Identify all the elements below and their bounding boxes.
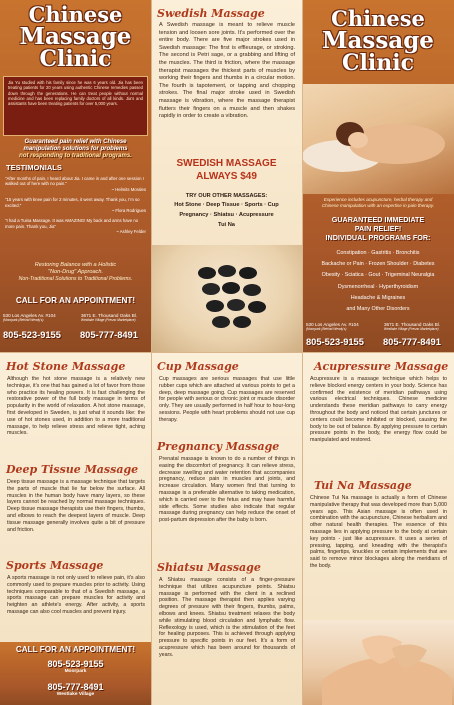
deep-tissue-heading: Deep Tissue Massage	[6, 463, 139, 476]
address-sub: (Moorpark (Behind Wendy's)	[306, 327, 347, 331]
acupressure-heading: Acupressure Massage	[314, 360, 449, 373]
brand-line-1: Chinese	[331, 6, 425, 31]
conditions-list	[302, 248, 454, 315]
others-line-3: Tui Na	[218, 222, 235, 228]
panel-bottom-left	[0, 352, 151, 705]
brand-line-3: Clinic	[39, 46, 112, 72]
phone-moorpark: 805-523-9155	[306, 337, 364, 347]
hot-stones-image	[151, 245, 302, 352]
others-line-1: Hot Stone · Deep Tissue · Sports · Cup	[174, 202, 279, 208]
acupressure-body: Acupressure is a massage technique which helps to relieve blocked energy centers in your body. Science has confirmed the existence of meridian pathways using various electrical techniques. Chinese medicine understands these meridian pathways to carry energy throughout the body and noticed that certain junctures or centers could become inhibited or blocked, causing the body to be out of balance. By applying pressure to certain pressure points in the body, the energy flow could be manipulated and restored.	[310, 376, 447, 444]
cup-heading: Cup Massage	[157, 360, 239, 373]
pregnancy-heading: Pregnancy Massage	[157, 440, 280, 453]
testimonial-author: ~ Ashley Felder	[116, 229, 146, 235]
cta-appointment: CALL FOR AN APPOINTMENT!	[15, 645, 136, 654]
brand-line-3: Clinic	[342, 50, 414, 76]
intro-box	[3, 76, 148, 136]
panel-top-left	[0, 0, 151, 352]
brand-logo	[0, 4, 151, 70]
testimonial-2	[5, 197, 146, 213]
testimonial-1	[5, 176, 146, 192]
spa-photo	[302, 84, 454, 194]
address-moorpark	[3, 313, 77, 322]
testimonial-quote: "I had a Tuina Massage. It was AMAZING! My back and arms have no more pain. Thank you, Jia"	[5, 218, 139, 229]
hot-stone-body: Although the hot stone massage is a relatively new technique, it's one that has gained a lot of favor from those who practice its healing powers. It is fast challenging the restorative power of the full body massage in terms of popularity in the world of relaxation. A hot stone massage, first developed in Sweden, is just what it sounds like: the use of hot stones used, in addition to a more traditional massage, to help relieve stress and relieve tight, aching muscles.	[7, 376, 145, 437]
panel-top-middle	[151, 0, 302, 352]
brand-line-1: Chinese	[28, 2, 123, 27]
address-westlake	[384, 322, 454, 331]
testimonial-quote: "After months of pain, I heard about Jia. I came in and after one session I walked out of here with no pain."	[5, 176, 144, 187]
guarantee-line-1: GUARANTEED IMMEDIATE	[331, 215, 425, 224]
testimonials-list	[5, 176, 146, 235]
guarantee-line-3: not responding to traditional programs.	[19, 153, 132, 159]
tagline	[302, 197, 454, 209]
condition-line: Backache or Pain · Frozen Shoulder · Diabetes	[321, 261, 435, 268]
guarantee-line-2: PAIN RELIEF!	[354, 224, 402, 233]
brand-line-2: Massage	[19, 23, 132, 50]
testimonials-heading: TESTIMONIALS	[6, 163, 62, 172]
panel-top-right	[302, 0, 454, 352]
phone-moorpark: 805-523-9155	[47, 659, 104, 669]
guarantee-line-3: INDIVIDUAL PROGRAMS FOR:	[325, 233, 431, 242]
condition-line: and Many Other Disorders	[346, 306, 410, 313]
swedish-body: A Swedish massage is meant to relieve muscle tension and loosen sore joints. It's performed over the entire body. There are five major strokes used in Swedish massage: The first is effleurage, or stroking. The second is Petri sage, or a grabbing and lifting of the muscles. The third is friction, where the massage therapist massages the thickest parts of muscles by working their fingers and thumbs in a circular motion. The fourth is tapotement, or tapping and chopping strokes. The final major stroke used in Swedish massage is vibration, where the massage therapist flutters their fingers on a muscle and then shakes rapidly in order to create a vibration.	[159, 22, 295, 120]
phone-westlake: 805-777-8491	[80, 330, 138, 340]
tagline-line-2: Chinese manipulation with an expertise in pain therapy.	[321, 203, 435, 208]
shiatsu-body: A Shiatsu massage consists of a finger-pressure technique that utilizes acupuncture points. Shiatsu massage is performed with the client in a reclined position. The massage therapist then applies varying degrees of pressure with their fingers, thumbs, palms, elbows and knees. Shiatsu treatment relaxes the body while stimulating blood circulation and lymphatic flow. Reflexology is used, which is the stimulation of the feet for healing purposes. This is achieved through applying pressure to specific points in our feet. It's a form of acupressure which has been around for thousands of years.	[159, 577, 295, 658]
appointment-box	[0, 642, 151, 705]
panel-bottom-middle	[151, 352, 302, 705]
address-westlake	[81, 313, 151, 322]
brand-logo	[302, 8, 454, 74]
guarantee-line-2: manipulation solutions for problems	[23, 146, 128, 152]
condition-line: Constipation · Gastritis · Bronchitis	[336, 250, 420, 256]
panel-bottom-right	[302, 352, 454, 705]
address-line: 530 Los Angeles Av. #104	[3, 313, 56, 318]
restore-line-1: Restoring Balance with a Holistic	[34, 262, 117, 268]
hot-stone-heading: Hot Stone Massage	[6, 360, 126, 373]
woman-relaxing-icon	[302, 84, 454, 194]
row-divider	[0, 352, 454, 353]
massage-hands-photo	[302, 620, 454, 705]
address-line: 3671 E. Thousand Oaks Bl.	[81, 313, 138, 318]
testimonial-quote: "15 years with knee pain for 2 minutes, it went away. Thank you, I'm so excited."	[5, 197, 140, 208]
guarantee-block	[302, 215, 454, 242]
address-sub: (Moorpark (Behind Wendy's)	[3, 318, 44, 322]
phone-westlake: 805-777-8491	[47, 682, 104, 692]
hands-icon	[302, 620, 454, 705]
restore-line-3: Non-Traditional Solutions to Traditional Problems.	[18, 276, 133, 282]
try-heading: TRY OUR OTHER MASSAGES:	[185, 193, 268, 199]
stones-icon	[151, 245, 302, 352]
brand-line-2: Massage	[322, 27, 434, 54]
cup-body: Cup massages are serious massages that use little rubber cups which are attached at various points to get a deep, deep massage going. Cup massages are reserved for people with serious or chronic joint or muscle disorder only. They are usually performed in half hour to hour-long sessions. People with heart problems should not use cup therapy.	[159, 376, 295, 423]
promo-line-1: SWEDISH MASSAGE	[176, 158, 277, 169]
guarantee-block	[2, 139, 149, 160]
location-moorpark: Moorpark	[64, 669, 87, 674]
cta-appointment: CALL FOR AN APPOINTMENT!	[15, 296, 136, 305]
others-line-2: Pregnancy · Shiatsu · Acupressure	[179, 212, 274, 218]
testimonial-author: ~ Helmits Morales	[111, 186, 146, 192]
swedish-heading: Swedish Massage	[157, 7, 265, 20]
guarantee-line-1: Guaranteed pain relief with Chinese	[24, 139, 127, 145]
shiatsu-heading: Shiatsu Massage	[157, 561, 261, 574]
other-massages	[151, 192, 302, 230]
tagline-line-1: Experience includes acupuncture, herbal therapy and	[323, 197, 433, 202]
address-moorpark	[306, 322, 380, 331]
swedish-promo	[151, 157, 302, 183]
address-sub: Westlake Village (Fresno Marketplace)	[384, 327, 439, 331]
testimonial-3	[5, 218, 146, 234]
deep-tissue-body: Deep tissue massage is a massage technique that targets the parts of muscle that lie far below the surface. All muscles in the human body have many layers, so these layers cannot be reached by normal massage techniques. Deep tissue massage therapists use their fingers, thumbs, and elbows to reach the deepest layers of muscle. Deep tissue massage generally involves quite a bit of pressure and friction.	[7, 479, 145, 533]
promo-line-2: ALWAYS $49	[196, 171, 257, 182]
testimonial-author: ~ Flora Rodrigues	[111, 208, 146, 214]
phone-westlake: 805-777-8491	[383, 337, 441, 347]
phone-moorpark: 805-523-9155	[3, 330, 61, 340]
address-line: 530 Los Angeles Av. #104	[306, 322, 359, 327]
sports-body: A sports massage is not only used to relieve pain, it's also commonly used to prepare muscles prior to activity. Using techniques comparable to that of a Swedish massage, a sports massage can prepare muscles for activity and heighten an athlete's energy. After activity, a sports massage can also cool muscles and prevent injury.	[7, 575, 145, 615]
intro-text: Jia Yu studied with his family since he was 6 years old. Jia has been treating patients for 20 years using authentic Chinese remedies passed down through the generations. He can treat people without normal medicine and has been replacing family doctors of all kinds. Jia's and assistants have been treating patients for over 5,000 years.	[8, 80, 143, 107]
condition-line: Headache & Migraines	[350, 294, 406, 301]
address-sub: Westlake Village (Fresno Marketplace)	[81, 318, 136, 322]
tui-na-body: Chinese Tui Na massage is actually a form of Chinese manipulative therapy that was developed more than 5,000 years ago. This Asian massage is often used in combination with the acupuncture, Chinese herbalism and other natural health therapies. The essence of this massage lies in applying pressure to the body at certain key points - just like acupressure. It uses a series of pressing, tapping, and kneading with the therapist's palms, fingertips, knuckles or certain implements that are said to remove minor blockages along the meridians of the body.	[310, 495, 447, 569]
pregnancy-body: Prenatal massage is known to do a number of things in easing the discomfort of pregnancy. It can relieve stress, decrease swelling and water retention that accompanies pregnancy, reduce pain in muscles and joints, and increase circulation. Many women find that turning to massage is a preferable alternative to taking medication, which is carried over to the fetus and may have harmful side effects. Some studies also indicate that regular massage during pregnancy can help reduce the onset of post-partum depression after the baby is born.	[159, 456, 295, 524]
address-line: 3671 E. Thousand Oaks Bl.	[384, 322, 441, 327]
restore-line-2: "Non-Drug" Approach.	[47, 269, 104, 275]
condition-line: Obesity · Sciatica · Gout · Trigeminal Neuralgia	[321, 272, 435, 279]
restore-block	[2, 262, 149, 283]
tui-na-heading: Tui Na Massage	[314, 479, 412, 492]
condition-line: Dysmenorrheal · Hyperthyroidism	[337, 283, 419, 290]
location-westlake: Westlake Village	[56, 692, 95, 697]
sports-heading: Sports Massage	[6, 559, 104, 572]
